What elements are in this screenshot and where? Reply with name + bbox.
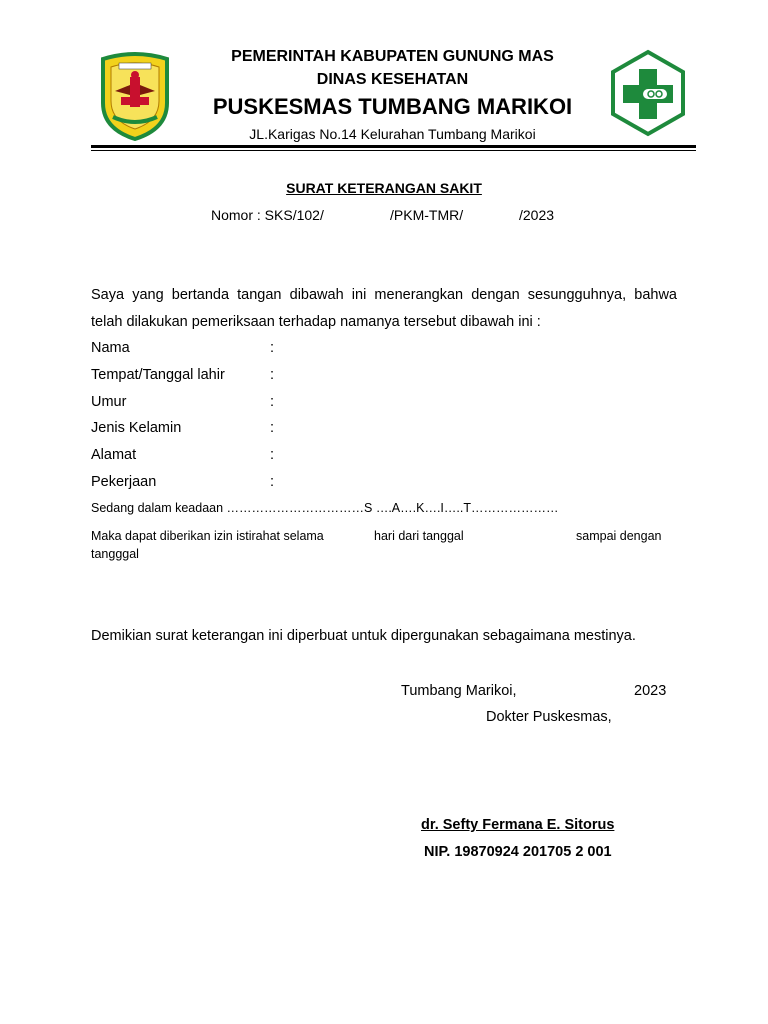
header-institution: PUSKESMAS TUMBANG MARIKOI [212, 94, 573, 119]
header-divider-thin [91, 150, 696, 151]
nomor-mid: /PKM-TMR/ [390, 207, 464, 223]
signatory-nip: NIP. 19870924 201705 2 001 [424, 844, 612, 860]
rest-text-4: tangggal [91, 547, 139, 561]
field-label-alamat: Alamat [91, 447, 137, 463]
field-colon: : [270, 367, 275, 383]
field-label-pekerjaan: Pekerjaan [91, 474, 157, 490]
rest-text-3: sampai dengan [576, 529, 662, 543]
header-divider-thick [91, 145, 696, 148]
nomor-year: /2023 [519, 207, 555, 223]
field-label-jenis-kelamin: Jenis Kelamin [91, 420, 182, 436]
regency-crest-logo [97, 51, 173, 141]
field-label-nama: Nama [91, 340, 130, 356]
signatory-name: dr. Sefty Fermana E. Sitorus [421, 817, 615, 833]
health-cross-icon [609, 49, 687, 137]
field-label-ttl: Tempat/Tanggal lahir [91, 367, 225, 383]
field-colon: : [270, 394, 275, 410]
field-colon: : [270, 340, 275, 356]
intro-line-2: telah dilakukan pemeriksaan terhadap namanya tersebut dibawah ini : [91, 314, 541, 330]
rest-text-2: hari dari tanggal [374, 529, 464, 543]
document-title: SURAT KETERANGAN SAKIT [286, 180, 482, 196]
field-label-umur: Umur [91, 394, 127, 410]
closing-statement: Demikian surat keterangan ini diperbuat untuk dipergunakan sebagaimana mestinya. [91, 628, 636, 644]
signature-place: Tumbang Marikoi, [401, 683, 517, 699]
signature-role: Dokter Puskesmas, [486, 709, 612, 725]
header-address: JL.Karigas No.14 Kelurahan Tumbang Marikoi [249, 126, 536, 142]
signature-year: 2023 [634, 683, 667, 699]
field-colon: : [270, 474, 275, 490]
nomor-label: Nomor : SKS/102/ [211, 207, 324, 223]
header-department: DINAS KESEHATAN [316, 71, 469, 88]
field-colon: : [270, 420, 275, 436]
field-colon: : [270, 447, 275, 463]
header-government: PEMERINTAH KABUPATEN GUNUNG MAS [231, 48, 554, 65]
rest-text-1: Maka dapat diberikan izin istirahat selama [91, 529, 324, 543]
condition-line: Sedang dalam keadaan ……………………………S ….A….K….I…..T………………… [91, 501, 559, 515]
intro-line-1: Saya yang bertanda tangan dibawah ini menerangkan dengan sesungguhnya, bahwa [91, 287, 677, 303]
